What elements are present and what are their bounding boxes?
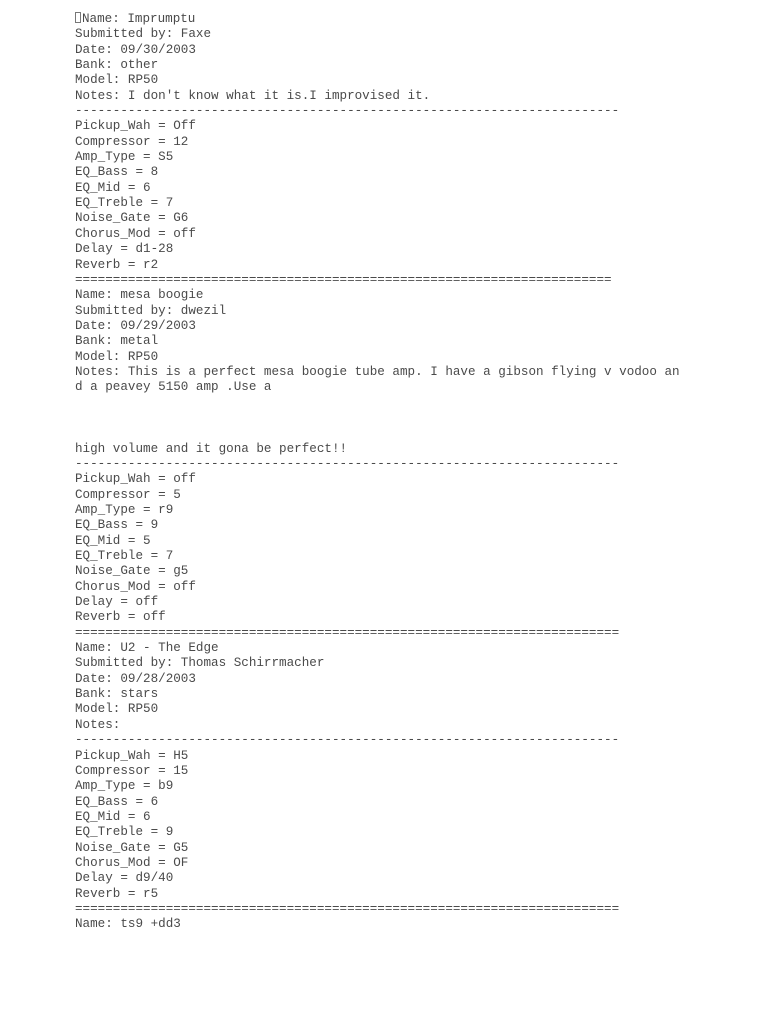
- line-text: ------------------------------------------------------------------------: [75, 104, 620, 119]
- line-text: Notes: I don't know what it is.I improvised it.: [75, 88, 431, 103]
- text-line: [75, 165, 755, 180]
- line-text: EQ_Mid = 5: [75, 533, 151, 548]
- text-line: [75, 503, 755, 518]
- text-line: [75, 304, 755, 319]
- line-text: EQ_Treble = 7: [75, 549, 174, 564]
- line-text: Submitted by: Thomas Schirrmacher: [75, 656, 325, 671]
- line-text: Bank: other: [75, 58, 159, 73]
- text-line: [75, 887, 755, 902]
- line-text: Reverb = r2: [75, 257, 159, 272]
- text-line: [75, 871, 755, 886]
- text-line: [75, 89, 755, 104]
- text-line: [75, 534, 755, 549]
- line-text: Date: 09/28/2003: [75, 671, 196, 686]
- line-text: Delay = off: [75, 595, 159, 610]
- text-line: [75, 856, 755, 871]
- line-text: Pickup_Wah = H5: [75, 748, 189, 763]
- line-text: Model: RP50: [75, 349, 159, 364]
- blank-line: [75, 426, 755, 441]
- line-text: Compressor = 5: [75, 487, 181, 502]
- line-text: Reverb = off: [75, 610, 166, 625]
- line-text: ------------------------------------------------------------------------: [75, 456, 620, 471]
- text-line: [75, 672, 755, 687]
- blank-line: [75, 411, 755, 426]
- text-line: [75, 702, 755, 717]
- line-text: Bank: metal: [75, 334, 159, 349]
- line-text: EQ_Bass = 6: [75, 794, 159, 809]
- line-text: Chorus_Mod = OF: [75, 855, 189, 870]
- text-line: [75, 442, 755, 457]
- line-text: EQ_Treble = 7: [75, 196, 174, 211]
- text-line: [75, 595, 755, 610]
- text-line: [75, 227, 755, 242]
- section-divider-dashed: [75, 733, 755, 748]
- line-text: Notes: This is a perfect mesa boogie tube amp. I have a gibson flying v vodoo an: [75, 364, 680, 379]
- text-line: [75, 365, 755, 380]
- line-text: Reverb = r5: [75, 886, 159, 901]
- preset-name-line: [75, 288, 755, 303]
- text-line: [75, 841, 755, 856]
- line-text: Name: U2 - The Edge: [75, 641, 219, 656]
- line-text: Delay = d1-28: [75, 242, 174, 257]
- text-line: [75, 58, 755, 73]
- text-line: [75, 749, 755, 764]
- line-text: Name: ts9 +dd3: [75, 917, 181, 932]
- text-line: [75, 779, 755, 794]
- text-line: [75, 549, 755, 564]
- section-divider-double: [75, 902, 755, 917]
- text-line: [75, 135, 755, 150]
- text-line: [75, 795, 755, 810]
- text-line: [75, 472, 755, 487]
- text-line: [75, 564, 755, 579]
- line-text: ========================================================================: [75, 901, 620, 916]
- preset-name-line: [75, 12, 755, 27]
- line-text: Amp_Type = r9: [75, 503, 174, 517]
- line-text: Date: 09/30/2003: [75, 42, 196, 57]
- line-text: Noise_Gate = g5: [75, 564, 189, 579]
- line-text: Chorus_Mod = off: [75, 579, 196, 594]
- line-text: Submitted by: Faxe: [75, 27, 212, 42]
- text-line: [75, 380, 755, 395]
- line-text: Delay = d9/40: [75, 871, 174, 886]
- text-line: [75, 825, 755, 840]
- section-divider-double: [75, 626, 755, 641]
- line-text: Compressor = 15: [75, 763, 189, 778]
- text-line: [75, 610, 755, 625]
- line-text: Noise_Gate = G5: [75, 840, 189, 855]
- text-line: [75, 764, 755, 779]
- text-line: [75, 687, 755, 702]
- text-line: [75, 810, 755, 825]
- section-divider-double: [75, 273, 755, 288]
- line-text: EQ_Mid = 6: [75, 180, 151, 195]
- text-cursor-icon: [75, 12, 81, 23]
- line-text: ========================================================================: [75, 625, 620, 640]
- line-text: Amp_Type = S5: [75, 150, 174, 165]
- line-text: Pickup_Wah = Off: [75, 119, 196, 134]
- text-line: [75, 350, 755, 365]
- text-line: [75, 196, 755, 211]
- text-line: [75, 319, 755, 334]
- text-line: [75, 242, 755, 257]
- line-text: high volume and it gona be perfect!!: [75, 441, 348, 456]
- line-text: Compressor = 12: [75, 134, 189, 149]
- text-line: [75, 656, 755, 671]
- text-line: [75, 211, 755, 226]
- preset-name-line: [75, 641, 755, 656]
- text-line: [75, 258, 755, 273]
- line-text: Notes:: [75, 717, 121, 732]
- text-line: [75, 73, 755, 88]
- line-text: Chorus_Mod = off: [75, 226, 196, 241]
- line-text: EQ_Bass = 8: [75, 165, 159, 180]
- preset-name-line: [75, 917, 755, 932]
- line-text: Amp_Type = b9: [75, 779, 174, 794]
- text-line: [75, 181, 755, 196]
- blank-line: [75, 396, 755, 411]
- text-line: [75, 119, 755, 134]
- line-text: d a peavey 5150 amp .Use a: [75, 380, 272, 395]
- line-text: Model: RP50: [75, 73, 159, 88]
- line-text: Model: RP50: [75, 702, 159, 717]
- document-text: [75, 12, 755, 933]
- section-divider-dashed: [75, 457, 755, 472]
- line-text: =======================================================================: [75, 272, 612, 287]
- text-line: [75, 718, 755, 733]
- line-text: Date: 09/29/2003: [75, 318, 196, 333]
- text-line: [75, 150, 755, 165]
- line-text: EQ_Mid = 6: [75, 809, 151, 824]
- text-line: [75, 580, 755, 595]
- line-text: Submitted by: dwezil: [75, 303, 227, 318]
- text-line: [75, 488, 755, 503]
- text-line: [75, 518, 755, 533]
- text-line: [75, 334, 755, 349]
- line-text: Name: Imprumptu: [82, 12, 196, 26]
- section-divider-dashed: [75, 104, 755, 119]
- line-text: Noise_Gate = G6: [75, 211, 189, 226]
- line-text: EQ_Treble = 9: [75, 825, 174, 840]
- text-line: [75, 27, 755, 42]
- line-text: Bank: stars: [75, 687, 159, 702]
- line-text: Pickup_Wah = off: [75, 472, 196, 487]
- line-text: ------------------------------------------------------------------------: [75, 733, 620, 748]
- text-line: [75, 43, 755, 58]
- line-text: EQ_Bass = 9: [75, 518, 159, 533]
- line-text: Name: mesa boogie: [75, 288, 204, 303]
